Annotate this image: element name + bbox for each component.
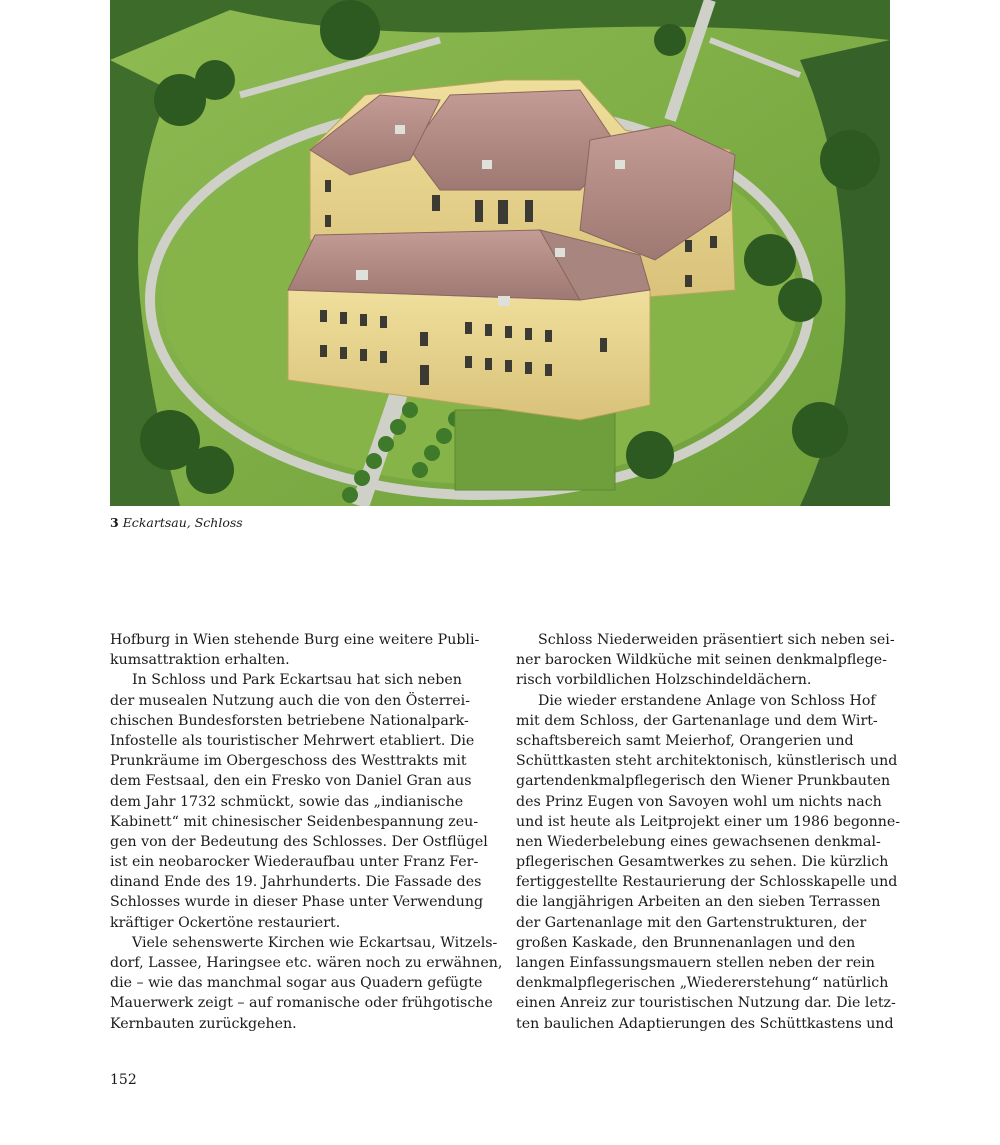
text-line: Mauerwerk zeigt – auf romanische oder frühgotische [110,995,493,1012]
text-line: schaftsbereich samt Meierhof, Orangerien und [516,732,854,749]
text-line: ner barocken Wildküche mit seinen denkmalpflege- [516,652,887,669]
text-line: Schloss Niederweiden präsentiert sich neben sei- [538,632,895,648]
text-line: gen von der Bedeutung des Schlosses. Der Ostflügel [110,833,488,850]
figure-caption-text: Eckartsau, Schloss [122,515,243,530]
text-line: In Schloss und Park Eckartsau hat sich neben [132,672,462,689]
left-text-column [110,630,503,1034]
page-number: 152 [110,1072,137,1088]
text-line: fertiggestellte Restaurierung der Schlosskapelle und [516,874,898,891]
figure-caption [110,514,243,532]
text-line: denkmalpflegerischen „Wiedererstehung“ natürlich [516,975,889,992]
text-line: gartendenkmalpflegerisch den Wiener Prunkbauten [516,773,891,790]
text-line: ist ein neobarocker Wiederaufbau unter Franz Fer- [110,854,479,871]
text-line: der musealen Nutzung auch die von den Österrei- [110,692,471,709]
text-line: nen Wiederbelebung eines gewachsenen denkmal- [516,833,881,850]
text-line: chischen Bundesforsten betriebene Nationalpark- [110,712,469,729]
text-line: langen Einfassungsmauern stellen neben der rein [516,955,875,971]
text-line: Schüttkasten steht architektonisch, künstlerisch und [516,753,898,770]
text-line: Viele sehenswerte Kirchen wie Eckartsau, Witzels- [132,934,498,951]
text-line: ten baulichen Adaptierungen des Schüttkastens und [516,1015,894,1032]
text-line: einen Anreiz zur touristischen Nutzung dar. Die letz- [516,995,896,1012]
text-line: Kabinett“ mit chinesischer Seidenbespannung zeu- [110,813,479,830]
text-line: Schlosses wurde in dieser Phase unter Verwendung [110,894,484,911]
text-line: der Gartenanlage mit den Gartenstrukturen, der [516,914,867,931]
right-text-column [516,630,901,1034]
text-line: dem Festsaal, den ein Fresko von Daniel Gran aus [110,773,472,790]
text-line: mit dem Schloss, der Gartenanlage und dem Wirt- [516,712,878,729]
text-line: pflegerischen Gesamtwerkes zu sehen. Die kürzlich [516,854,889,871]
text-line: Kernbauten zurückgehen. [110,1015,297,1032]
text-line: dorf, Lassee, Haringsee etc. wären noch zu erwähnen, [110,955,503,971]
text-line: des Prinz Eugen von Savoyen wohl um nichts nach [516,793,882,810]
text-line: kräftiger Ockertöne restauriert. [110,914,341,931]
text-line: Prunkräume im Obergeschoss des Westtrakts mit [110,753,467,770]
text-line: kumsattraktion erhalten. [110,652,290,669]
text-line: Hofburg in Wien stehende Burg eine weitere Publi- [110,632,480,648]
text-line: dinand Ende des 19. Jahrhunderts. Die Fassade des [110,874,482,891]
text-line: großen Kaskade, den Brunnenanlagen und den [516,934,856,951]
text-line: Die wieder erstandene Anlage von Schloss Hof [538,692,876,709]
text-line: die – wie das manchmal sogar aus Quadern gefügte [110,975,483,992]
text-line: die langjährigen Arbeiten an den sieben Terrassen [516,894,881,911]
aerial-photo [110,0,890,506]
text-line: risch vorbildlichen Holzschindeldächern. [516,672,812,689]
text-line: Infostelle als touristischer Mehrwert etabliert. Die [110,732,475,749]
figure-photo-eckartsau-castle [110,0,890,506]
text-line: dem Jahr 1732 schmückt, sowie das „indianische [110,793,464,810]
text-line: und ist heute als Leitprojekt einer um 1986 begonne- [516,813,901,830]
figure-number: 3 [110,515,119,530]
